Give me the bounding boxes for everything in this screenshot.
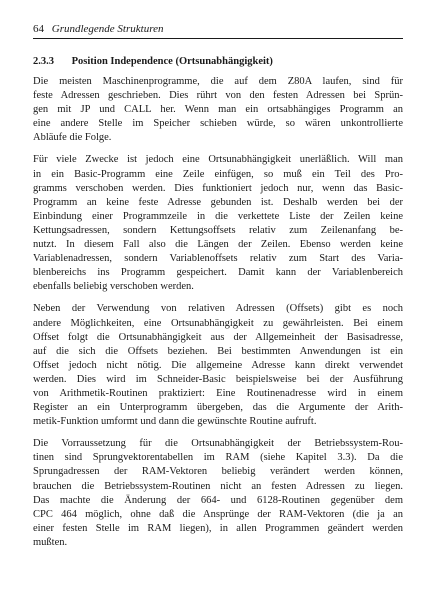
text-line: Kettungsadressen, sondern Kettungsoffsets relativ zum Zeilenanfang be-	[33, 224, 403, 236]
text-line: werden. Dies wird im Schneider-Basic beispielsweise bei der Ausführung	[33, 373, 403, 385]
text-line: Die meisten Maschinenprogramme, die auf dem Z80A laufen, sind für	[33, 76, 403, 87]
text-line: brauchen die Betriebssystem-Routinen nicht an festen Adressen zu liegen.	[33, 480, 403, 492]
text-line: Für viele Zwecke ist jedoch eine Ortsunabhängigkeit unerläßlich. Will man	[33, 154, 403, 166]
paragraph-3	[33, 302, 403, 429]
text-line: mußten.	[33, 536, 68, 548]
text-line: eine andere Stelle im Speicher schieben würde, so wären unkontrollierte	[33, 118, 403, 130]
text-line: Offset jedoch nicht nötig. Die allgemeine Adresse kann direkt verwendet	[33, 359, 403, 371]
text-line: ebenfalls beliebig verschoben werden.	[33, 281, 194, 293]
text-line: auf die sich die Offsets beziehen. Bei bestimmten Anwendungen ist ein	[33, 345, 403, 357]
text-line: Sprungadressen der RAM-Vektoren beliebig verändert werden können,	[33, 466, 403, 478]
text-line: Offset folgt die Ortsunabhängigkeit aus der Allgemeinheit der Basisadresse,	[33, 331, 403, 343]
text-line: metik-Funktion umformt und dann die gewünschte Routine aufruft.	[33, 416, 317, 428]
section-number: 2.3.3	[33, 56, 54, 67]
text-line: Einbindung einer Programmzeile in die verkettete Liste der Zeilen keine	[33, 210, 403, 222]
section-heading	[33, 55, 403, 68]
paragraph-1	[33, 75, 403, 145]
text-line: nutzt. In diesem Fall also die Längen der Zeilen. Ebenso werden keine	[33, 239, 403, 251]
text-line: Register an ein Unterprogramm übergeben, das die Argumente der Arith-	[33, 402, 403, 414]
text-line: Das machte die Änderung der 664- und 6128-Routinen gegenüber dem	[33, 494, 403, 506]
text-line: blenbereichs ins Programm gespeichert. Damit kann der Variablenbereich	[33, 267, 403, 279]
paragraph-4	[33, 437, 403, 550]
text-line: andere Möglichkeiten, eine Ortsunabhängigkeit zu gewährleisten. Bei einem	[33, 317, 403, 329]
book-page	[33, 22, 403, 550]
text-line: Programm an keine feste Adresse gebunden ist. Deshalb werden bei der	[33, 196, 403, 208]
text-line: Neben der Verwendung von relativen Adressen (Offsets) gibt es noch	[33, 303, 403, 315]
text-line: Die Vorraussetzung für die Ortsunabhängigkeit der Betriebssystem-Rou-	[33, 438, 403, 450]
chapter-title: Grundlegende Strukturen	[51, 23, 164, 35]
paragraph-2	[33, 153, 403, 294]
text-line: Variablenadressen, sondern Variablenoffsets relativ zum Start des Varia-	[33, 253, 403, 265]
section-title: Position Independence (Ortsunabhängigkeit)	[71, 56, 273, 67]
text-line: Abläufe die Folge.	[33, 132, 112, 144]
running-header	[33, 22, 403, 39]
text-line: von Arithmetik-Routinen praktiziert: Eine Routinenadresse wird in einem	[33, 387, 403, 399]
text-line: in ein Basic-Programm eine Zeile einfügen, so muß ein Teil des Pro-	[33, 168, 403, 180]
text-line: CPC 464 möglich, ohne daß die Ansprünge der RAM-Vektoren (die ja an	[33, 508, 403, 520]
text-line: einer festen Stelle im RAM liegen), in allen Programmen geändert werden	[33, 522, 403, 534]
text-line: tinen sind Sprungvektorentabellen im RAM (siehe Kapitel 3.3). Da die	[33, 452, 403, 464]
text-line: gramms verschoben werden. Dies funktioniert jedoch nur, wenn das Basic-	[33, 182, 403, 194]
text-line: feste Adressen geschrieben. Dies rührt von den festen Adressen bei Sprün-	[33, 90, 403, 102]
page-number: 64	[33, 23, 44, 35]
text-line: gen mit JP und CALL her. Wenn man ein ortsabhängiges Programm an	[33, 104, 403, 116]
